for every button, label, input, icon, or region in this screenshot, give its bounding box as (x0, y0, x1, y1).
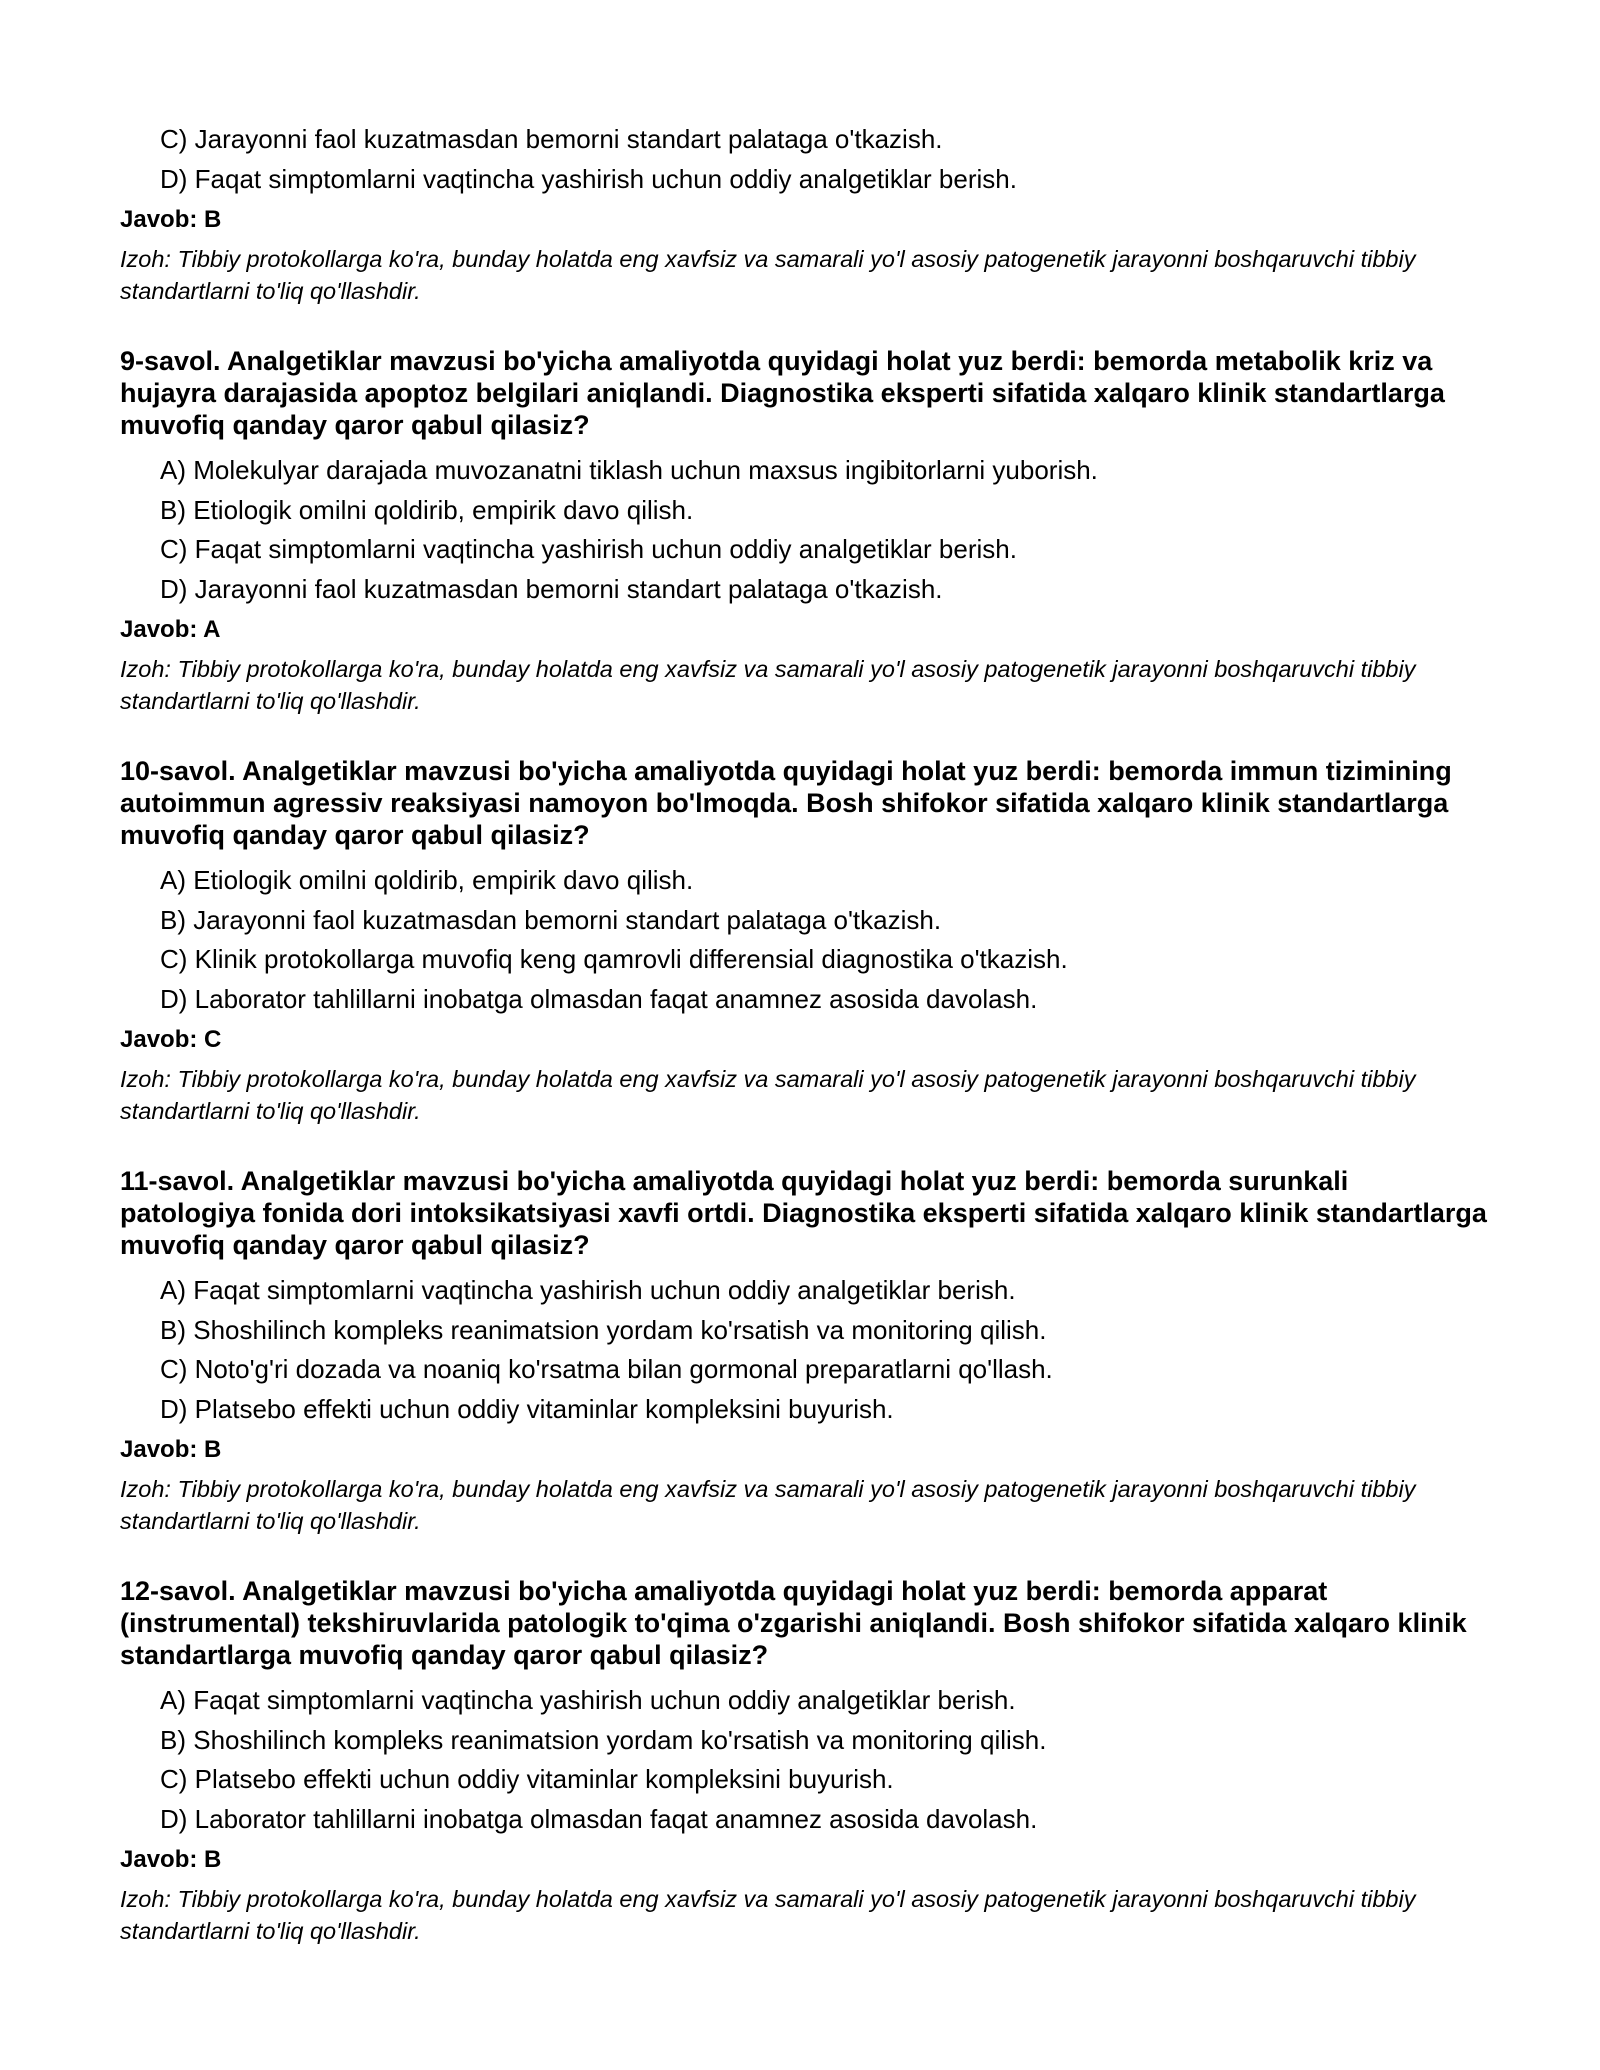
answer-option: A) Faqat simptomlarni vaqtincha yashirish uchun oddiy analgetiklar berish. (160, 1685, 1016, 1715)
correct-answer: Javob: B (120, 1846, 222, 1873)
answer-option: C) Jarayonni faol kuzatmasdan bemorni standart palataga o'tkazish. (160, 124, 943, 154)
correct-answer: Javob: B (120, 1436, 222, 1463)
question-text: 9-savol. Analgetiklar mavzusi bo'yicha amaliyotda quyidagi holat yuz berdi: bemorda metabolik kriz va hujayra darajasida apoptoz belgilari aniqlandi. Diagnostika eksperti sifatida xalqaro klinik standartlarga muvofiq qanday qaror qabul qilasiz? (120, 346, 1445, 440)
explanation-note: Izoh: Tibbiy protokollarga ko'ra, bunday holatda eng xavfsiz va samarali yo'l asosiy patogenetik jarayonni boshqaruvchi tibbiy standartlarni to'liq qo'llashdir. (120, 1886, 1416, 1944)
answer-option: D) Laborator tahlillarni inobatga olmasdan faqat anamnez asosida davolash. (160, 1803, 1038, 1834)
explanation-note: Izoh: Tibbiy protokollarga ko'ra, bunday holatda eng xavfsiz va samarali yo'l asosiy patogenetik jarayonni boshqaruvchi tibbiy standartlarni to'liq qo'llashdir. (120, 246, 1416, 304)
answer-option: C) Faqat simptomlarni vaqtincha yashirish uchun oddiy analgetiklar berish. (160, 534, 1017, 564)
explanation-note: Izoh: Tibbiy protokollarga ko'ra, bunday holatda eng xavfsiz va samarali yo'l asosiy patogenetik jarayonni boshqaruvchi tibbiy standartlarni to'liq qo'llashdir. (120, 1476, 1416, 1534)
answer-option: D) Jarayonni faol kuzatmasdan bemorni standart palataga o'tkazish. (160, 573, 943, 604)
answer-option: A) Etiologik omilni qoldirib, empirik davo qilish. (160, 865, 694, 895)
answer-option: C) Klinik protokollarga muvofiq keng qamrovli differensial diagnostika o'tkazish. (160, 944, 1068, 974)
answer-option: B) Jarayonni faol kuzatmasdan bemorni standart palataga o'tkazish. (160, 904, 942, 935)
answer-option: C) Platsebo effekti uchun oddiy vitaminlar kompleksini buyurish. (160, 1764, 894, 1794)
page-content (120, 120, 1490, 1947)
question-text: 12-savol. Analgetiklar mavzusi bo'yicha amaliyotda quyidagi holat yuz berdi: bemorda apparat (instrumental) tekshiruvlarida patologik to'qima o'zgarishi aniqlandi. Bosh shifokor sifatida xalqaro klinik standartlarga muvofiq qanday qaror qabul qilasiz? (120, 1576, 1467, 1670)
answer-option: D) Faqat simptomlarni vaqtincha yashirish uchun oddiy analgetiklar berish. (160, 163, 1017, 194)
answer-option: B) Shoshilinch kompleks reanimatsion yordam ko'rsatish va monitoring qilish. (160, 1314, 1047, 1345)
answer-option: B) Shoshilinch kompleks reanimatsion yordam ko'rsatish va monitoring qilish. (160, 1724, 1047, 1755)
explanation-note: Izoh: Tibbiy protokollarga ko'ra, bunday holatda eng xavfsiz va samarali yo'l asosiy patogenetik jarayonni boshqaruvchi tibbiy standartlarni to'liq qo'llashdir. (120, 1066, 1416, 1124)
question-block (120, 345, 1490, 717)
carryover-block (120, 120, 1490, 307)
answer-option: B) Etiologik omilni qoldirib, empirik davo qilish. (160, 494, 694, 525)
answer-option: D) Platsebo effekti uchun oddiy vitaminlar kompleksini buyurish. (160, 1393, 894, 1424)
answer-option: D) Laborator tahlillarni inobatga olmasdan faqat anamnez asosida davolash. (160, 983, 1038, 1014)
answer-option: A) Faqat simptomlarni vaqtincha yashirish uchun oddiy analgetiklar berish. (160, 1275, 1016, 1305)
question-text: 10-savol. Analgetiklar mavzusi bo'yicha amaliyotda quyidagi holat yuz berdi: bemorda immun tizimining autoimmun agressiv reaksiyasi namoyon bo'lmoqda. Bosh shifokor sifatida xalqaro klinik standartlarga muvofiq qanday qaror qabul qilasiz? (120, 756, 1452, 850)
answer-option: C) Noto'g'ri dozada va noaniq ko'rsatma bilan gormonal preparatlarni qo'llash. (160, 1354, 1053, 1384)
question-block (120, 1165, 1490, 1537)
correct-answer: Javob: A (120, 616, 221, 643)
answer-option: A) Molekulyar darajada muvozanatni tiklash uchun maxsus ingibitorlarni yuborish. (160, 455, 1098, 485)
question-text: 11-savol. Analgetiklar mavzusi bo'yicha amaliyotda quyidagi holat yuz berdi: bemorda surunkali patologiya fonida dori intoksikatsiyasi xavfi ortdi. Diagnostika eksperti sifatida xalqaro klinik standartlarga muvofiq qanday qaror qabul qilasiz? (120, 1166, 1487, 1260)
correct-answer: Javob: C (120, 1026, 222, 1053)
explanation-note: Izoh: Tibbiy protokollarga ko'ra, bunday holatda eng xavfsiz va samarali yo'l asosiy patogenetik jarayonni boshqaruvchi tibbiy standartlarni to'liq qo'llashdir. (120, 656, 1416, 714)
correct-answer: Javob: B (120, 206, 222, 233)
question-block (120, 755, 1490, 1127)
question-block (120, 1575, 1490, 1947)
